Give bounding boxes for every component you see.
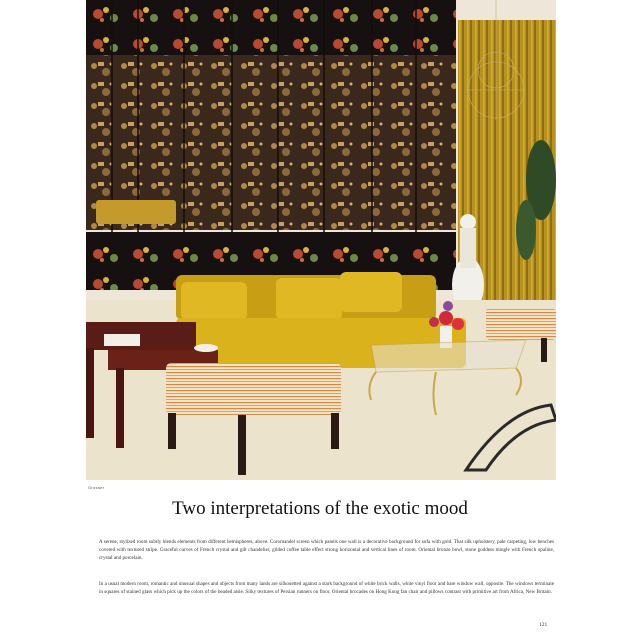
interior-photo-illustration <box>86 0 556 480</box>
article-title: Two interpretations of the exotic mood <box>172 498 468 519</box>
photo-credit: Grosser <box>88 485 105 490</box>
interior-photo <box>86 0 556 480</box>
caption-paragraph-1: A serene, stylized room subtly blends elements from different hemispheres, above. Coromandel screen which panels one wall is a decorative background for sofa with gold. That silk upholstery, pale carpeting, low benches covered with textured stripe. Graceful curves of French crystal and gilt chandelier, gilded coffee table effect strong horizontal and vertical lines of room. Oriental bronze bowl, stone goddess mingle with French opaline, crystal and porcelain. <box>99 539 554 561</box>
caption-paragraph-2: In a usual modern room, romantic and unusual shapes and objects from many lands are silhouetted against a stark background of white brick walls, white vinyl floor and bare window wall, opposite. The windows terminate in squares of stained glass which pick up the colors of the beaded aisle. Silky textures of Persian runners on floor, Oriental brocades on Hong Kong fan chair and pillows contrast with primitive art from Africa, New Britain. <box>99 581 554 595</box>
page-number: 121 <box>539 622 548 628</box>
